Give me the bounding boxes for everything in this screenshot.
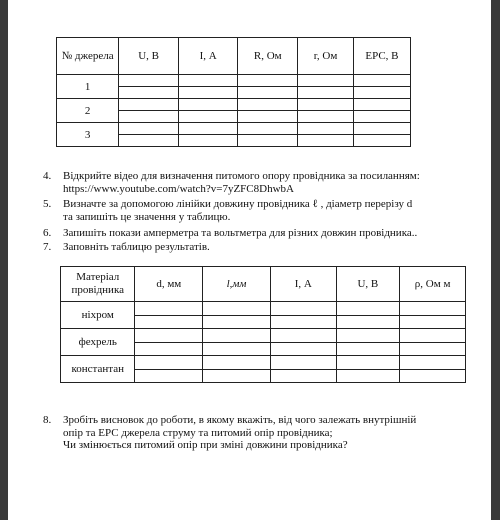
header-voltage: U, В (119, 38, 179, 75)
table-cell (178, 99, 238, 123)
header-source-number: № джерела (57, 38, 119, 75)
table-cell (298, 123, 354, 147)
header-resistance: R, Ом (238, 38, 298, 75)
table-cell (238, 75, 298, 99)
step-text: Заповніть таблицю результатів. (63, 241, 210, 253)
table-cell (238, 99, 298, 123)
step-text: Визначте за допомогою лінійки довжину провідника ℓ , діаметр перерізу d (63, 198, 413, 210)
table-row (61, 356, 466, 383)
header-length: l,мм (203, 267, 271, 302)
header-internal-resistance: r, Ом (298, 38, 354, 75)
table-cell (298, 99, 354, 123)
material-name: ніхром (61, 302, 135, 329)
step-number: 5. (43, 198, 52, 210)
step-text: опір та ЕРС джерела струму та питомий опір провідника; (63, 426, 333, 439)
table-cell (203, 356, 271, 383)
table-row (57, 99, 411, 123)
table-cell (353, 123, 410, 147)
row-number: 1 (57, 75, 119, 99)
header-voltage: U, В (336, 267, 400, 302)
table-row (57, 75, 411, 99)
table-cell (119, 99, 179, 123)
step-text: Запишіть покази амперметра та вольтметра для різних довжин провідника.. (63, 227, 418, 239)
step-number: 6. (43, 227, 52, 239)
header-current: I, А (178, 38, 238, 75)
table-cell (135, 302, 203, 329)
step-text: та запишіть це значення у таблицю. (63, 210, 231, 223)
table-header-row (57, 38, 411, 75)
header-current: I, А (270, 267, 336, 302)
step-text: Зробіть висновок до роботи, в якому вкажіть, від чого залежать внутрішній (63, 414, 417, 426)
table-cell (203, 302, 271, 329)
table-cell (119, 75, 179, 99)
header-material: Матеріал провідника (61, 267, 135, 302)
step-text: Відкрийте відео для визначення питомого опору провідника за посиланням: (63, 170, 420, 182)
table-cell (270, 302, 336, 329)
table-cell (238, 123, 298, 147)
source-results-table (56, 37, 411, 147)
header-emf: ЕРС, В (353, 38, 410, 75)
step-text: Чи змінюється питомий опір при зміні довжини провідника? (63, 439, 348, 451)
material-name: константан (61, 356, 135, 383)
table-cell (400, 356, 466, 383)
table-cell (178, 123, 238, 147)
table-cell (336, 329, 400, 356)
header-diameter: d, мм (135, 267, 203, 302)
table-cell (336, 302, 400, 329)
worksheet-page (8, 0, 491, 520)
material-name: фехрель (61, 329, 135, 356)
table-cell (270, 329, 336, 356)
row-number: 2 (57, 99, 119, 123)
table-cell (353, 75, 410, 99)
table-row (61, 302, 466, 329)
table-cell (400, 329, 466, 356)
step-number: 8. (43, 414, 52, 426)
table-cell (135, 356, 203, 383)
table-cell (353, 99, 410, 123)
row-number: 3 (57, 123, 119, 147)
conductor-results-table (60, 266, 466, 383)
step-number: 4. (43, 170, 52, 182)
table-cell (178, 75, 238, 99)
table-cell (135, 329, 203, 356)
step-number: 7. (43, 241, 52, 253)
table-cell (336, 356, 400, 383)
table-cell (270, 356, 336, 383)
table-row (61, 329, 466, 356)
table-cell (400, 302, 466, 329)
table-header-row (61, 267, 466, 302)
table-row (57, 123, 411, 147)
table-cell (298, 75, 354, 99)
table-cell (119, 123, 179, 147)
header-resistivity: ρ, Ом м (400, 267, 466, 302)
video-link[interactable]: https://www.youtube.com/watch?v=7yZFC8DhwbA (63, 182, 294, 195)
table-cell (203, 329, 271, 356)
